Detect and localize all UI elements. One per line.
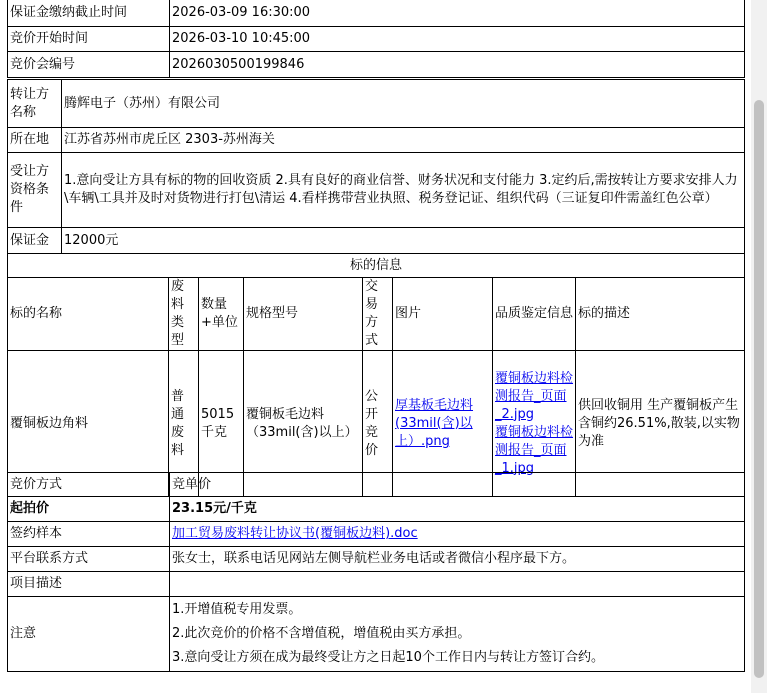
contact-label: 平台联系方式 [8, 547, 170, 572]
description-cell: 供回收铜用 生产覆铜板产生 含铜约26.51%,散装,以实物为准 [576, 351, 745, 497]
bid-start-label: 竞价开始时间 [8, 27, 170, 52]
auction-id-value: 2026030500199846 [170, 52, 745, 78]
table-row [8, 128, 745, 153]
auction-id-label: 竞价会编号 [8, 52, 170, 78]
bid-method-label: 竞价方式 [8, 473, 170, 497]
note-item: 3.意向受让方须在成为最终受让方之日起10个工作日内与转让方签订合约。 [172, 650, 604, 665]
table-row [8, 80, 745, 128]
qualification-label: 受让方资格条件 [8, 153, 62, 228]
trade-method-cell: 公开竞价 [363, 351, 393, 497]
waste-type-cell: 普通废料 [169, 351, 199, 497]
start-price-label: 起拍价 [8, 497, 170, 522]
bid-start-value: 2026-03-10 10:45:00 [170, 27, 745, 52]
bid-method-value: 竞单价 [170, 473, 745, 497]
seller-name-value: 腾辉电子（苏州）有限公司 [62, 80, 745, 128]
location-value: 江苏省苏州市虎丘区 2303-苏州海关 [62, 128, 745, 153]
bid-info-table [7, 472, 745, 672]
quality-report-link-2[interactable]: 覆铜板边料检测报告_页面_2.jpg [495, 370, 574, 422]
contract-sample-label: 签约样本 [8, 522, 170, 547]
vertical-scrollbar[interactable] [751, 0, 767, 693]
table-row [8, 522, 745, 547]
start-price-value: 23.15元/千克 [170, 497, 745, 522]
header-spec: 规格型号 [244, 278, 363, 351]
header-quality-info: 品质鉴定信息 [493, 278, 576, 351]
target-info-table [7, 253, 745, 497]
project-description-label: 项目描述 [8, 572, 170, 597]
header-waste-type: 废料类型 [169, 278, 199, 351]
table-header-row [8, 278, 745, 351]
table-row [8, 52, 745, 78]
seller-table [7, 79, 745, 254]
quality-report-link-1[interactable]: 覆铜板边料检测报告_页面_1.jpg [495, 424, 574, 476]
table-row [8, 597, 745, 672]
table-row [8, 473, 745, 497]
note-item: 1.开增值税专用发票。 [172, 602, 302, 617]
project-description-value [170, 572, 745, 597]
contact-value: 张女士，联系电话见网站左侧导航栏业务电话或者微信小程序最下方。 [170, 547, 745, 572]
location-label: 所在地 [8, 128, 62, 153]
seller-name-label: 转让方名称 [8, 80, 62, 128]
header-description: 标的描述 [576, 278, 745, 351]
table-row [8, 27, 745, 52]
scrollbar-thumb[interactable] [754, 100, 764, 678]
quantity-cell: 5015千克 [199, 351, 244, 497]
table-row [8, 572, 745, 597]
contract-sample-cell [170, 522, 745, 547]
deposit-deadline-value: 2026-03-09 16:30:00 [170, 0, 745, 27]
target-section-title: 标的信息 [8, 254, 745, 278]
contract-sample-link[interactable]: 加工贸易废料转让协议书(覆铜板边料).doc [172, 526, 418, 541]
image-file-link[interactable]: 厚基板毛边料(33mil(含)以上）.png [395, 397, 474, 449]
note-item: 2.此次竞价的价格不含增值税，增值税由买方承担。 [172, 626, 471, 641]
notes-label: 注意 [8, 597, 170, 672]
qualification-value: 1.意向受让方具有标的物的回收资质 2.具有良好的商业信誉、财务状况和支付能力 3.定约后,需按转让方要求安排人力\车辆\工具并及时对货物进行打包\清运 4.看样携带营业执照、税务登记证、组织代码（三证复印件需盖红色公章） [62, 153, 745, 228]
deposit-value: 12000元 [62, 228, 745, 254]
deposit-deadline-label: 保证金缴纳截止时间 [8, 0, 170, 27]
schedule-table [7, 0, 745, 78]
header-trade-method: 交易方式 [363, 278, 393, 351]
table-row [8, 254, 745, 278]
table-row [8, 153, 745, 228]
spec-text: 覆铜板毛边料（33mil(含)以上） [246, 406, 358, 440]
deposit-label: 保证金 [8, 228, 62, 254]
notes-cell [170, 597, 745, 672]
header-quantity: 数量+单位 [199, 278, 244, 351]
table-row [8, 228, 745, 254]
table-row [8, 547, 745, 572]
table-row [8, 0, 745, 27]
header-target-name: 标的名称 [8, 278, 169, 351]
table-row [8, 497, 745, 522]
target-name-cell: 覆铜板边角料 [8, 351, 169, 497]
header-image: 图片 [393, 278, 493, 351]
